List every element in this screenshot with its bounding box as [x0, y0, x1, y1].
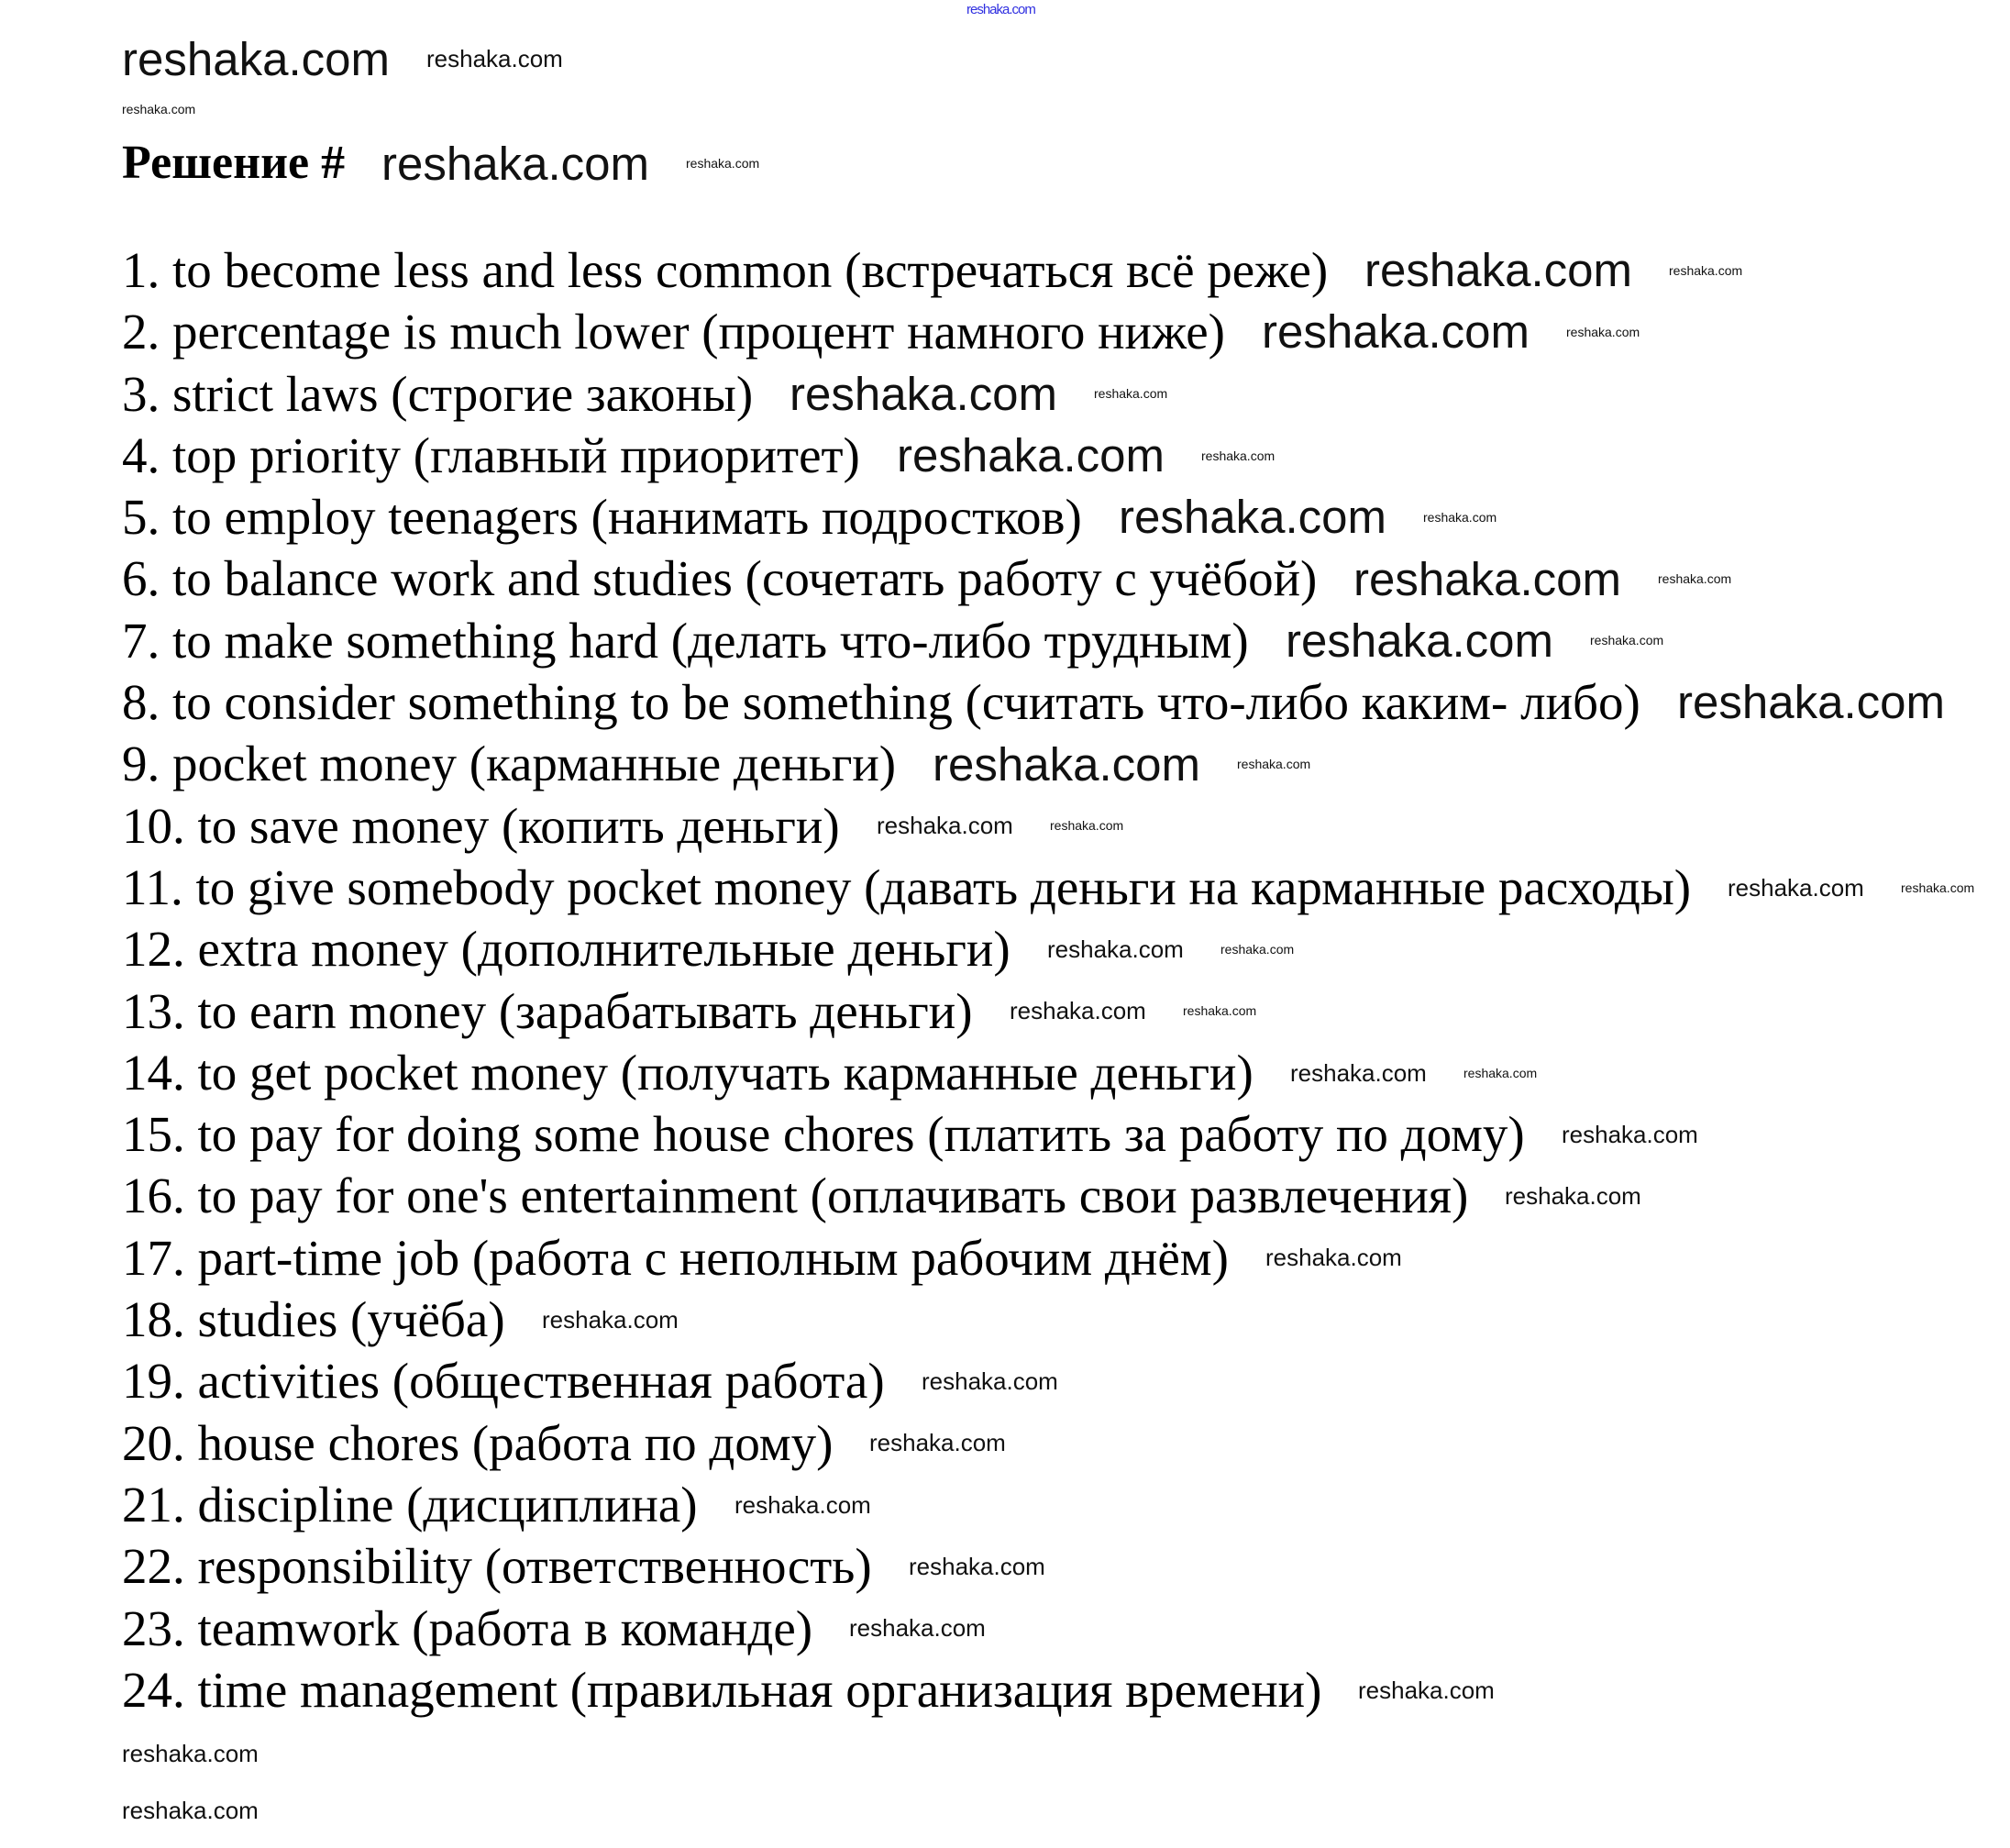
- watermark: reshaka.com: [1364, 244, 1632, 297]
- watermark: reshaka.com: [922, 1367, 1058, 1396]
- list-item: 4. top priority (главный приоритет): [122, 426, 860, 483]
- watermark: reshaka.com: [1201, 448, 1276, 463]
- watermark: reshaka.com: [1358, 1676, 1495, 1704]
- watermark: reshaka.com: [897, 429, 1165, 482]
- watermark: reshaka.com: [1050, 818, 1124, 834]
- watermark: reshaka.com: [1590, 633, 1664, 648]
- list-item: 1. to become less and less common (встречаться всё реже): [122, 242, 1329, 298]
- watermark: reshaka.com: [122, 1797, 259, 1825]
- watermark: reshaka.com: [1290, 1058, 1427, 1087]
- watermark: reshaka.com: [1237, 757, 1311, 772]
- watermark: reshaka.com: [122, 32, 390, 85]
- watermark: reshaka.com: [849, 1614, 986, 1643]
- list-item: 9. pocket money (карманные деньги): [122, 736, 897, 792]
- watermark: reshaka.com: [1728, 873, 1864, 902]
- list-item: 24. time management (правильная организация времени): [122, 1661, 1322, 1718]
- watermark: reshaka.com: [1353, 552, 1621, 605]
- watermark: reshaka.com: [1119, 491, 1386, 544]
- list-item: 19. activities (общественная работа): [122, 1353, 885, 1410]
- list-item: 20. house chores (работа по дому): [122, 1414, 834, 1471]
- list-item: 8. to consider something to be something (считать что-либо каким- либо): [122, 674, 1640, 731]
- watermark: reshaka.com: [542, 1305, 679, 1333]
- list-item: 10. to save money (копить деньги): [122, 797, 840, 854]
- page-title: Решение #: [122, 137, 346, 189]
- watermark: reshaka.com: [122, 1740, 259, 1768]
- list-item: 5. to employ teenagers (нанимать подростков): [122, 489, 1082, 546]
- list-item: 7. to make something hard (делать что-либо трудным): [122, 612, 1249, 669]
- watermark: reshaka.com: [1901, 880, 1975, 895]
- watermark: reshaka.com: [1669, 262, 1743, 278]
- watermark: reshaka.com: [1047, 935, 1184, 963]
- list-item: 14. to get pocket money (получать карманные деньги): [122, 1044, 1253, 1101]
- watermark: reshaka.com: [1658, 571, 1732, 587]
- list-item: 17. part-time job (работа с неполным рабочим днём): [122, 1229, 1229, 1286]
- list-item: 15. to pay for doing some house chores (платить за работу по дому): [122, 1106, 1525, 1163]
- watermark: reshaka.com: [869, 1429, 1006, 1457]
- watermark: reshaka.com: [790, 367, 1057, 420]
- watermark: reshaka.com: [1505, 1182, 1641, 1211]
- watermark: reshaka.com: [426, 45, 563, 72]
- watermark: reshaka.com: [381, 137, 649, 190]
- list-item: 13. to earn money (зарабатывать деньги): [122, 982, 973, 1039]
- watermark: reshaka.com: [1677, 676, 1945, 729]
- site-link[interactable]: reshaka.com: [966, 2, 1035, 17]
- list-item: 12. extra money (дополнительные деньги): [122, 921, 1011, 978]
- list-item: 3. strict laws (строгие законы): [122, 365, 754, 422]
- watermark: reshaka.com: [1566, 324, 1640, 339]
- list-item: 23. teamwork (работа в команде): [122, 1599, 813, 1656]
- list-item: 22. responsibility (ответственность): [122, 1538, 872, 1595]
- watermark: reshaka.com: [686, 156, 760, 171]
- watermark: reshaka.com: [1265, 1244, 1402, 1272]
- watermark: reshaka.com: [1562, 1120, 1698, 1148]
- watermark: reshaka.com: [1423, 509, 1497, 525]
- list-item: 18. studies (учёба): [122, 1291, 505, 1348]
- watermark: reshaka.com: [1094, 386, 1168, 402]
- list-item: 16. to pay for one's entertainment (оплачивать свои развлечения): [122, 1167, 1469, 1224]
- list-item: 2. percentage is much lower (процент намного ниже): [122, 304, 1225, 360]
- list-item: 11. to give somebody pocket money (давать деньги на карманные расходы): [122, 858, 1692, 915]
- watermark: reshaka.com: [1286, 614, 1553, 667]
- list-item: 21. discipline (дисциплина): [122, 1476, 698, 1533]
- watermark: reshaka.com: [933, 737, 1200, 791]
- watermark: reshaka.com: [1220, 941, 1295, 957]
- watermark: reshaka.com: [734, 1490, 871, 1519]
- watermark: reshaka.com: [1262, 305, 1530, 359]
- watermark: reshaka.com: [122, 102, 196, 116]
- watermark: reshaka.com: [909, 1552, 1045, 1580]
- watermark: reshaka.com: [1010, 997, 1146, 1025]
- watermark: reshaka.com: [877, 812, 1013, 840]
- watermark: reshaka.com: [1463, 1065, 1538, 1080]
- watermark: reshaka.com: [1183, 1003, 1257, 1019]
- list-item: 6. to balance work and studies (сочетать работу с учёбой): [122, 550, 1318, 607]
